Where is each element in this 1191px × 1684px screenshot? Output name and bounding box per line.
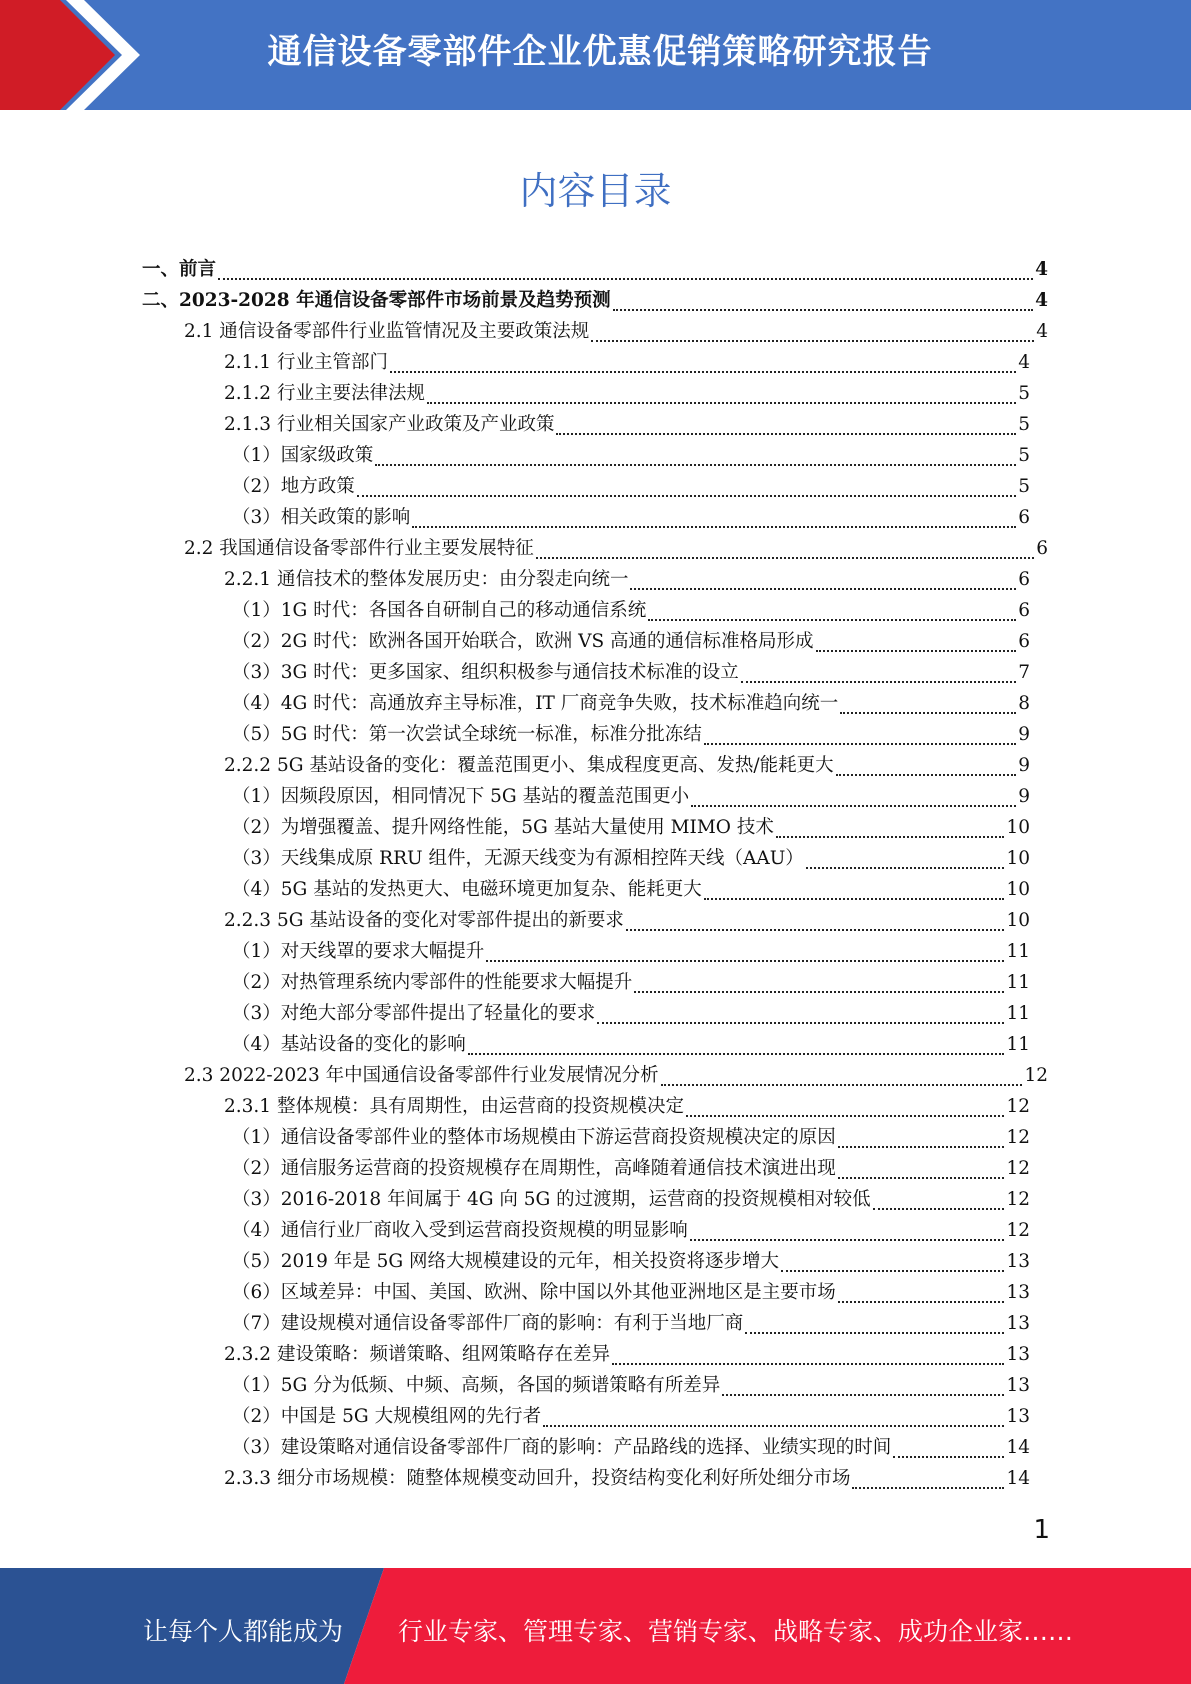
toc-entry-page: 13: [1006, 1375, 1030, 1396]
toc-dot-leader: [741, 681, 1017, 683]
toc-entry-page: 4: [1035, 259, 1048, 280]
toc-entry[interactable]: [232, 1029, 1030, 1060]
toc-entry-title: 2.3.2 建设策略：频谱策略、组网策略存在差异: [224, 1344, 610, 1365]
toc-entry-page: 4: [1036, 321, 1048, 342]
toc-entry-page: 13: [1006, 1344, 1030, 1365]
toc-entry-title: （3）对绝大部分零部件提出了轻量化的要求: [232, 1003, 596, 1024]
toc-entry-title: （2）对热管理系统内零部件的性能要求大幅提升: [232, 972, 633, 993]
toc-entry[interactable]: [142, 285, 1048, 316]
toc-entry-page: 5: [1018, 445, 1030, 466]
toc-entry-title: 2.2.1 通信技术的整体发展历史：由分裂走向统一: [224, 569, 629, 590]
toc-dot-leader: [852, 1487, 1004, 1489]
toc-dot-leader: [427, 402, 1016, 404]
toc-entry-page: 6: [1018, 507, 1030, 528]
toc-heading: 内容目录: [519, 169, 672, 213]
toc-dot-leader: [591, 340, 1034, 342]
toc-entry[interactable]: [232, 688, 1030, 719]
toc-entry-page: 12: [1006, 1158, 1030, 1179]
toc-entry-page: 10: [1006, 879, 1030, 900]
toc-dot-leader: [838, 1301, 1005, 1303]
toc-dot-leader: [893, 1456, 1004, 1458]
toc-entry[interactable]: [232, 1246, 1030, 1277]
toc-dot-leader: [840, 712, 1016, 714]
toc-entry-title: （3）3G 时代：更多国家、组织积极参与通信技术标准的设立: [232, 662, 739, 683]
page-number: 1: [1033, 1515, 1050, 1545]
toc-entry-title: （5）2019 年是 5G 网络大规模建设的元年，相关投资将逐步增大: [232, 1251, 780, 1272]
toc-entry-title: （6）区域差异：中国、美国、欧洲、除中国以外其他亚洲地区是主要市场: [232, 1282, 836, 1303]
toc-entry-page: 12: [1006, 1127, 1030, 1148]
toc-entry[interactable]: [232, 998, 1030, 1029]
toc-entry-page: 4: [1035, 290, 1048, 311]
toc-entry[interactable]: [232, 781, 1030, 812]
toc-entry-page: 9: [1018, 786, 1030, 807]
toc-entry-title: （1）通信设备零部件业的整体市场规模由下游运营商投资规模决定的原因: [232, 1127, 836, 1148]
toc-entry-title: 2.1.3 行业相关国家产业政策及产业政策: [224, 414, 555, 435]
toc-entry[interactable]: [232, 1153, 1030, 1184]
toc-dot-leader: [626, 929, 1005, 931]
toc-entry[interactable]: [224, 378, 1030, 409]
toc-dot-leader: [704, 898, 1005, 900]
toc-entry[interactable]: [224, 905, 1030, 936]
footer-slogan-right: 行业专家、管理专家、营销专家、战略专家、成功企业家……: [398, 1617, 1074, 1646]
toc-entry-title: （2）通信服务运营商的投资规模存在周期性，高峰随着通信技术演进出现: [232, 1158, 836, 1179]
toc-entry-page: 13: [1006, 1313, 1030, 1334]
toc-entry-page: 5: [1018, 414, 1030, 435]
toc-entry[interactable]: [232, 1370, 1030, 1401]
toc-entry[interactable]: [224, 409, 1030, 440]
toc-dot-leader: [776, 836, 1005, 838]
toc-entry[interactable]: [232, 657, 1030, 688]
toc-entry-page: 6: [1036, 538, 1048, 559]
toc-entry[interactable]: [224, 750, 1030, 781]
toc-entry-title: （2）地方政策: [232, 476, 355, 497]
toc-dot-leader: [375, 464, 1016, 466]
toc-entry-page: 6: [1018, 569, 1030, 590]
toc-dot-leader: [630, 588, 1016, 590]
toc-entry[interactable]: [232, 595, 1030, 626]
toc-entry-title: 2.2 我国通信设备零部件行业主要发展特征: [184, 538, 534, 559]
toc-entry[interactable]: [224, 564, 1030, 595]
toc-entry-title: 2.3.1 整体规模：具有周期性，由运营商的投资规模决定: [224, 1096, 684, 1117]
toc-entry-page: 14: [1006, 1437, 1030, 1458]
toc-entry-title: （3）建设策略对通信设备零部件厂商的影响：产品路线的选择、业绩实现的时间: [232, 1437, 892, 1458]
toc-dot-leader: [661, 1084, 1023, 1086]
toc-entry-title: （1）5G 分为低频、中频、高频，各国的频谱策略有所差异: [232, 1375, 721, 1396]
toc-entry-title: （4）4G 时代：高通放弃主导标准，IT 厂商竞争失败，技术标准趋向统一: [232, 693, 839, 714]
toc-dot-leader: [634, 991, 1004, 993]
toc-dot-leader: [412, 526, 1016, 528]
toc-dot-leader: [686, 1115, 1004, 1117]
toc-entry[interactable]: [232, 719, 1030, 750]
toc-entry[interactable]: [232, 843, 1030, 874]
toc-entry-title: 2.3.3 细分市场规模：随整体规模变动回升，投资结构变化利好所处细分市场: [224, 1468, 851, 1489]
toc-entry[interactable]: [232, 1215, 1030, 1246]
toc-dot-leader: [597, 1022, 1004, 1024]
toc-dot-leader: [838, 1177, 1005, 1179]
toc-entry-page: 9: [1018, 755, 1030, 776]
toc-entry-title: （1）对天线罩的要求大幅提升: [232, 941, 485, 962]
toc-entry[interactable]: [232, 1184, 1030, 1215]
toc-entry-page: 12: [1006, 1220, 1030, 1241]
toc-entry-page: 6: [1018, 631, 1030, 652]
toc-entry-page: 11: [1006, 1034, 1030, 1055]
toc-entry[interactable]: [232, 812, 1030, 843]
toc-entry-page: 13: [1006, 1282, 1030, 1303]
footer-slogan-left: 让每个人都能成为: [143, 1617, 344, 1646]
toc-entry-page: 11: [1006, 1003, 1030, 1024]
toc-entry-title: 一、前言: [142, 259, 217, 280]
toc-entry-page: 6: [1018, 600, 1030, 621]
toc-entry-title: （2）2G 时代：欧洲各国开始联合，欧洲 VS 高通的通信标准格局形成: [232, 631, 814, 652]
toc-entry[interactable]: [232, 471, 1030, 502]
toc-entry-title: 2.2.2 5G 基站设备的变化：覆盖范围更小、集成程度更高、发热/能耗更大: [224, 755, 834, 776]
toc-dot-leader: [218, 278, 1033, 280]
toc-entry-title: （4）基站设备的变化的影响: [232, 1034, 466, 1055]
toc-entry[interactable]: [232, 1432, 1030, 1463]
toc-entry-page: 13: [1006, 1251, 1030, 1272]
toc-entry[interactable]: [232, 440, 1030, 471]
toc-entry-title: （3）2016-2018 年间属于 4G 向 5G 的过渡期，运营商的投资规模相对较低: [232, 1189, 871, 1210]
toc-entry[interactable]: [232, 1401, 1030, 1432]
toc-entry-title: （3）天线集成原 RRU 组件，无源天线变为有源相控阵天线（AAU）: [232, 848, 804, 869]
toc-entry-page: 4: [1018, 352, 1030, 373]
toc-entry-page: 5: [1018, 383, 1030, 404]
toc-entry-page: 11: [1006, 972, 1030, 993]
toc-dot-leader: [836, 774, 1017, 776]
toc-entry[interactable]: [232, 1122, 1030, 1153]
toc-entry[interactable]: [224, 1463, 1030, 1494]
toc-entry-page: 9: [1018, 724, 1030, 745]
toc-dot-leader: [745, 1332, 1004, 1334]
toc-dot-leader: [486, 960, 1004, 962]
toc-dot-leader: [704, 743, 1017, 745]
toc-entry[interactable]: [184, 533, 1048, 564]
toc-entry-title: （1）1G 时代：各国各自研制自己的移动通信系统: [232, 600, 647, 621]
toc-entry-page: 12: [1024, 1065, 1048, 1086]
report-title: 通信设备零部件企业优惠促销策略研究报告: [267, 32, 933, 72]
toc-dot-leader: [468, 1053, 1005, 1055]
toc-entry-page: 7: [1018, 662, 1030, 683]
toc-dot-leader: [806, 867, 1005, 869]
toc-entry-page: 14: [1006, 1468, 1030, 1489]
toc-entry-page: 10: [1006, 817, 1030, 838]
toc-entry-title: （4）通信行业厂商收入受到运营商投资规模的明显影响: [232, 1220, 688, 1241]
toc-entry[interactable]: [232, 967, 1030, 998]
toc-dot-leader: [543, 1425, 1004, 1427]
toc-dot-leader: [816, 650, 1017, 652]
toc-dot-leader: [357, 495, 1016, 497]
toc-entry[interactable]: [142, 254, 1048, 285]
toc-entry-page: 12: [1006, 1189, 1030, 1210]
toc-entry[interactable]: [232, 936, 1030, 967]
toc-entry[interactable]: [184, 316, 1048, 347]
toc-dot-leader: [648, 619, 1016, 621]
toc-entry[interactable]: [232, 1308, 1030, 1339]
toc-entry-title: （4）5G 基站的发热更大、电磁环境更加复杂、能耗更大: [232, 879, 702, 900]
toc-entry-title: （3）相关政策的影响: [232, 507, 411, 528]
toc-entry-title: 2.2.3 5G 基站设备的变化对零部件提出的新要求: [224, 910, 624, 931]
toc-dot-leader: [691, 805, 1016, 807]
toc-dot-leader: [722, 1394, 1004, 1396]
toc-entry[interactable]: [184, 1060, 1048, 1091]
toc-entry[interactable]: [232, 1277, 1030, 1308]
toc-dot-leader: [838, 1146, 1005, 1148]
toc-entry-title: 2.1.2 行业主要法律法规: [224, 383, 425, 404]
toc-entry-title: （2）为增强覆盖、提升网络性能，5G 基站大量使用 MIMO 技术: [232, 817, 774, 838]
toc-entry-page: 8: [1018, 693, 1030, 714]
toc-entry-title: （1）因频段原因，相同情况下 5G 基站的覆盖范围更小: [232, 786, 690, 807]
toc-entry-title: （5）5G 时代：第一次尝试全球统一标准，标准分批冻结: [232, 724, 702, 745]
toc-entry-title: 2.3 2022-2023 年中国通信设备零部件行业发展情况分析: [184, 1065, 659, 1086]
toc-entry-title: （1）国家级政策: [232, 445, 374, 466]
toc-entry[interactable]: [224, 347, 1030, 378]
toc-dot-leader: [556, 433, 1016, 435]
toc-entry-title: 二、2023-2028 年通信设备零部件市场前景及趋势预测: [142, 290, 611, 311]
toc-entry-page: 5: [1018, 476, 1030, 497]
toc-entry[interactable]: [224, 1339, 1030, 1370]
toc-entry-title: （2）中国是 5G 大规模组网的先行者: [232, 1406, 542, 1427]
toc-entry-page: 11: [1006, 941, 1030, 962]
toc-entry[interactable]: [224, 1091, 1030, 1122]
toc-dot-leader: [690, 1239, 1005, 1241]
toc-entry[interactable]: [232, 502, 1030, 533]
toc-dot-leader: [781, 1270, 1004, 1272]
toc-dot-leader: [613, 309, 1034, 311]
toc-dot-leader: [873, 1208, 1005, 1210]
toc-entry-page: 10: [1006, 848, 1030, 869]
toc-entry-page: 13: [1006, 1406, 1030, 1427]
toc-entry[interactable]: [232, 626, 1030, 657]
toc-dot-leader: [536, 557, 1034, 559]
toc-entry-page: 12: [1006, 1096, 1030, 1117]
toc-entry[interactable]: [232, 874, 1030, 905]
toc-entry-title: （7）建设规模对通信设备零部件厂商的影响：有利于当地厂商: [232, 1313, 744, 1334]
toc-dot-leader: [390, 371, 1016, 373]
toc-entry-title: 2.1.1 行业主管部门: [224, 352, 388, 373]
toc-entry-title: 2.1 通信设备零部件行业监管情况及主要政策法规: [184, 321, 590, 342]
toc-entry-page: 10: [1006, 910, 1030, 931]
toc-dot-leader: [612, 1363, 1004, 1365]
page-header: [0, 0, 1191, 110]
